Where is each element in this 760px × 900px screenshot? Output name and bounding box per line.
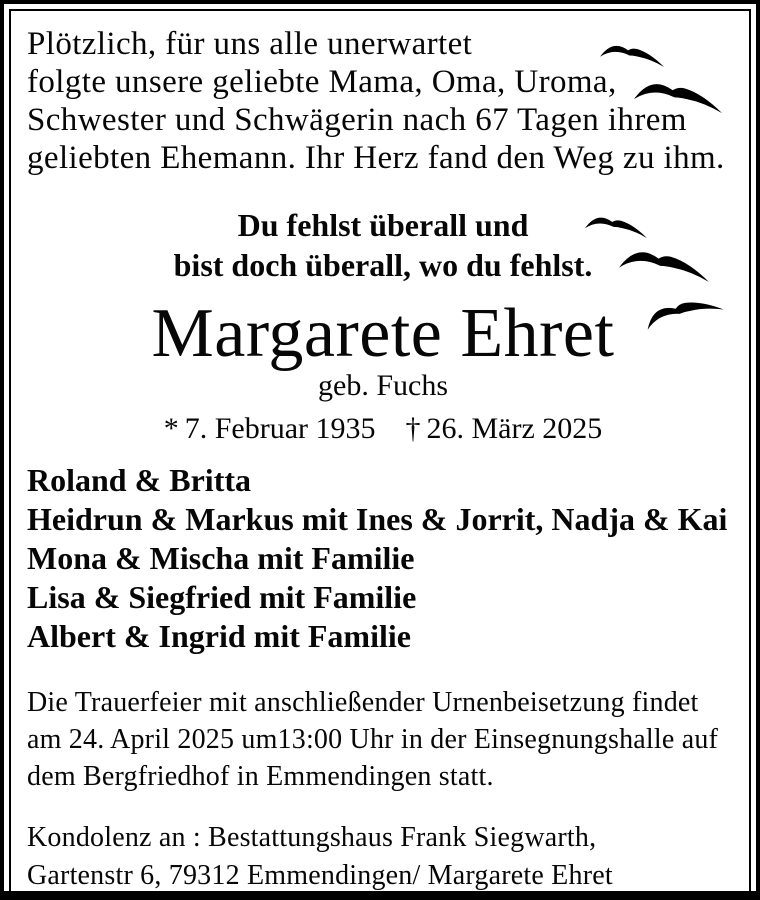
- death-date-text: 26. März 2025: [426, 412, 603, 445]
- mourner-line: Heidrun & Markus mit Ines & Jorrit, Nadja & Kai: [27, 501, 728, 537]
- flying-bird-icon: [619, 244, 709, 285]
- funeral-line: dem Bergfriedhof in Emmendingen statt.: [27, 761, 494, 792]
- intro-line: folgte unsere geliebte Mama, Oma, Uroma,: [27, 64, 617, 100]
- verse-line: bist doch überall, wo du fehlst.: [173, 247, 593, 283]
- intro-line: Schwester und Schwägerin nach 67 Tagen ihrem: [27, 102, 687, 138]
- flying-bird-icon: [600, 40, 664, 69]
- birth-date-text: 7. Februar 1935: [184, 412, 376, 445]
- death-cross-icon: †: [405, 412, 421, 445]
- maiden-name: geb. Fuchs: [318, 369, 448, 402]
- funeral-line: Die Trauerfeier mit anschließender Urnenbeisetzung findet: [27, 687, 699, 718]
- flying-bird-icon: [585, 212, 647, 240]
- mourner-line: Lisa & Siegfried mit Familie: [27, 579, 417, 615]
- deceased-name: Margarete Ehret: [151, 295, 615, 372]
- birth-date: [164, 411, 376, 447]
- condolence-address: [27, 819, 739, 895]
- decorative-frame: [9, 9, 751, 891]
- funeral-announcement: [27, 684, 739, 795]
- mourner-line: Mona & Mischa mit Familie: [27, 540, 415, 576]
- death-date: [406, 411, 603, 447]
- intro-line: geliebten Ehemann. Ihr Herz fand den Weg zu ihm.: [27, 140, 725, 176]
- intro-line: Plötzlich, für uns alle unerwartet: [27, 26, 473, 62]
- funeral-line: am 24. April 2025 um13:00 Uhr in der Einsegnungshalle auf: [27, 724, 719, 755]
- mourner-line: Roland & Britta: [27, 462, 251, 498]
- flying-bird-icon: [634, 76, 722, 116]
- condolence-line: Kondolenz an : Bestattungshaus Frank Siegwarth,: [27, 822, 597, 853]
- mourner-line: Albert & Ingrid mit Familie: [27, 618, 411, 654]
- condolence-line: Gartenstr 6, 79312 Emmendingen/ Margarete Ehret: [27, 860, 613, 891]
- verse-line: Du fehlst überall und: [237, 207, 529, 243]
- life-dates: [27, 411, 739, 447]
- mourners-list: [27, 461, 739, 656]
- birth-star-icon: *: [163, 412, 179, 445]
